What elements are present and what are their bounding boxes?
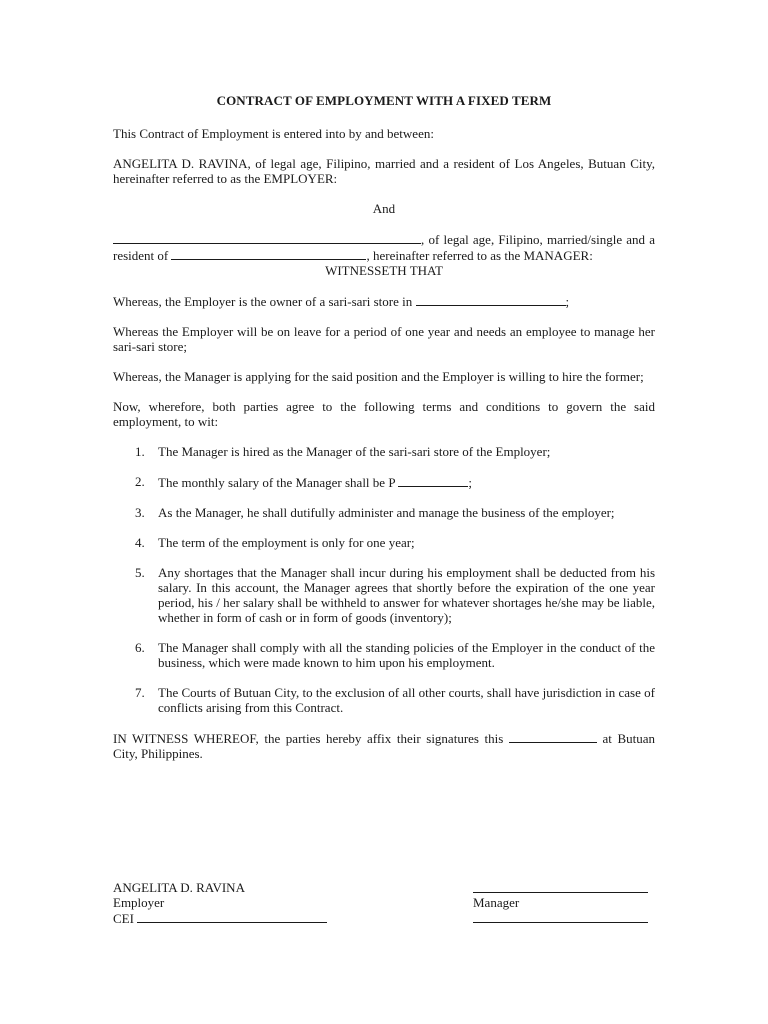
term-suffix: ; [468,475,472,490]
witness-text-b: at Butuan City, Philippines. [113,731,656,761]
term-number: 4. [135,535,145,550]
term-text: The term of the employment is only for one year; [158,535,415,550]
term-text: The monthly salary of the Manager shall be P [158,475,396,490]
term-item [113,444,655,459]
term-number: 5. [135,565,145,580]
whereas-store-text: Whereas, the Employer is the owner of a sari-sari store in [113,294,413,309]
term-text: As the Manager, he shall dutifully administer and manage the business of the employer; [158,505,615,520]
manager-second-line-row [473,910,648,925]
cei-blank [137,910,327,923]
now-wherefore-paragraph: Now, wherefore, both parties agree to the following terms and conditions to govern the said employment, to wit: [113,399,655,429]
term-item [113,474,655,490]
employer-signature [113,880,327,925]
witness-whereof-paragraph [113,730,655,761]
store-location-blank [416,293,566,306]
term-item [113,685,655,715]
employer-role-label: Employer [113,895,165,910]
term-text: The Manager is hired as the Manager of the sari-sari store of the Employer; [158,444,551,459]
term-item [113,565,655,625]
term-text: The Manager shall comply with all the standing policies of the Employer in the conduct of the business, which were made known to him upon his employment. [158,640,655,670]
manager-second-line [473,910,648,923]
manager-name-blank [113,231,421,244]
term-item [113,535,655,550]
manager-role-label: Manager [473,895,520,910]
manager-signature-line [473,880,648,893]
manager-residence-blank [171,247,366,260]
manager-party-text-a: , of legal age, Filipino, married/single and a resident of [113,232,655,263]
term-number: 2. [135,474,145,489]
document-title: CONTRACT OF EMPLOYMENT WITH A FIXED TERM [216,93,552,108]
whereas-store-paragraph [113,293,655,309]
term-item [113,505,655,520]
signature-block [113,880,655,940]
term-number: 7. [135,685,145,700]
witnesseth-heading: WITNESSETH THAT [325,263,443,278]
intro-paragraph: This Contract of Employment is entered into by and between: [113,126,434,141]
cei-row [113,910,327,925]
whereas-leave-paragraph: Whereas the Employer will be on leave for a period of one year and needs an employee to manage her sari-sari store; [113,324,655,354]
employer-name: ANGELITA D. RAVINA [113,880,245,895]
terms-list [113,444,655,715]
and-separator: And [372,201,396,216]
manager-party-text-b: , hereinafter referred to as the MANAGER: [366,248,593,263]
employer-party-paragraph: ANGELITA D. RAVINA, of legal age, Filipino, married and a resident of Los Angeles, Butuan City, hereinafter referred to as the EMPLOYER: [113,156,655,186]
term-number: 3. [135,505,145,520]
manager-party-paragraph [113,231,655,263]
cei-label: CEI [113,911,134,926]
manager-signature [473,880,648,925]
term-text: Any shortages that the Manager shall incur during his employment shall be deducted from his salary. In this account, the Manager agrees that shortly before the expiration of the one year period, his / her salary shall be withheld to answer for whatever shortages he/she may be liable, whether in form of cash or in form of goods (inventory); [158,565,655,625]
term-number: 6. [135,640,145,655]
term-item [113,640,655,670]
whereas-applicant-paragraph: Whereas, the Manager is applying for the said position and the Employer is willing to hire the former; [113,369,644,384]
manager-signature-line-row [473,880,648,895]
term-text: The Courts of Butuan City, to the exclusion of all other courts, shall have jurisdiction in case of conflicts arising from this Contract. [158,685,655,715]
witness-text-a: IN WITNESS WHEREOF, the parties hereby affix their signatures this [113,731,504,746]
whereas-store-suffix: ; [565,294,570,309]
term-number: 1. [135,444,145,459]
signing-date-blank [509,730,597,743]
salary-amount-blank [398,474,468,487]
contract-page [113,93,655,776]
